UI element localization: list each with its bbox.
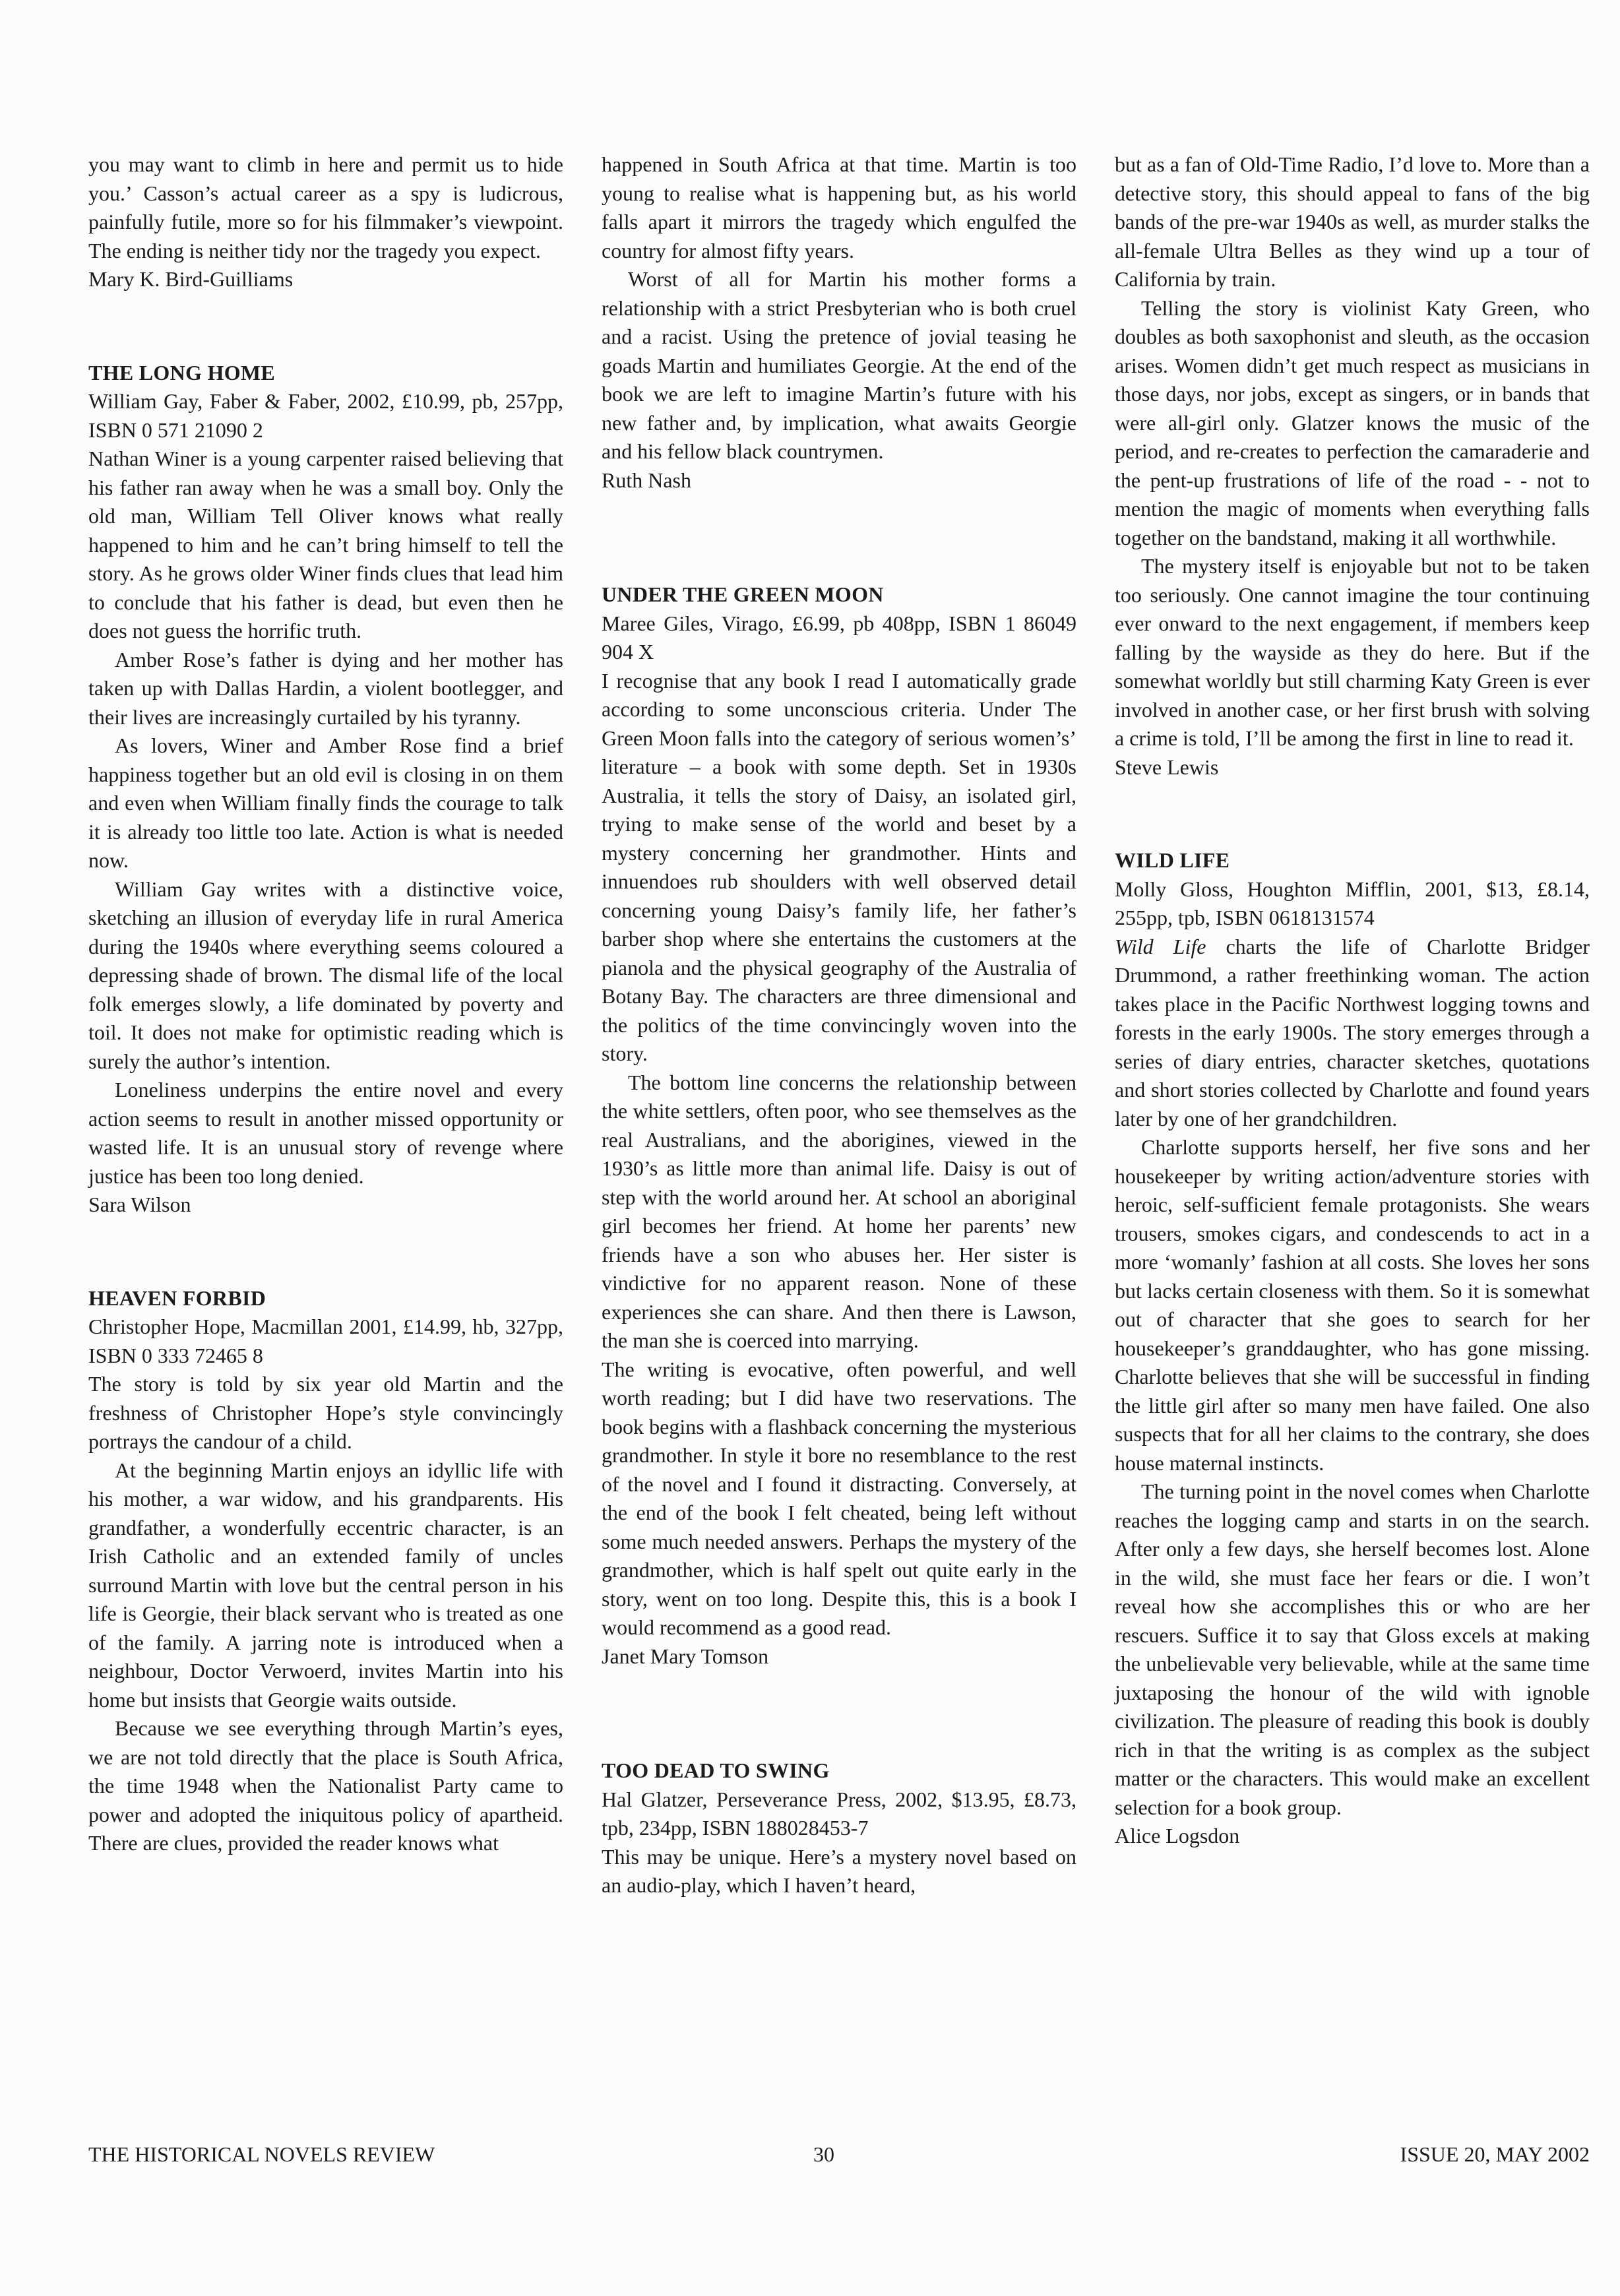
review-paragraph: This may be unique. Here’s a mystery novel based on an audio-play, which I haven’t heard, xyxy=(602,1844,1076,1897)
review-title-the-long-home: THE LONG HOME xyxy=(88,360,276,385)
review-paragraph: Charlotte supports herself, her five sons and her housekeeper by writing action/adventure stories with heroic, self-sufficient female protagonists. She wears trousers, smokes cigars, and condescends to act in a more ‘womanly’ fashion at all costs. She loves her sons but lacks certain closeness with them. So it is somewhat out of character that she goes to search for her housekeeper’s granddaughter, who has gone missing. Charlotte believes that she will be successful in finding the little girl after so many men have failed. One also suspects that for all her claims to the contrary, she does house maternal instincts. xyxy=(1115,1135,1590,1475)
review-continuation-text: but as a fan of Old-Time Radio, I’d love to. More than a detective story, this should appeal to fans of the big bands of the pre-war 1940s as well, as murder stalks the all-female Ultra Belles as they wind up a tour of California by train. xyxy=(1115,152,1590,291)
review-paragraph: As lovers, Winer and Amber Rose find a brief happiness together but an old evil is closing in on them and even when William finally finds the courage to talk it is already too little too late. Action is what is needed now. xyxy=(88,733,563,872)
review-paragraph: Amber Rose’s father is dying and her mother has taken up with Dallas Hardin, a violent bootlegger, and their lives are increasingly curtailed by his tyranny. xyxy=(88,647,563,729)
review-paragraph: William Gay writes with a distinctive voice, sketching an illusion of everyday life in rural America during the 1940s where everything seems coloured a depressing shade of brown. The dismal life of the local folk emerges slowly, a life dominated by poverty and toil. It does not make for optimistic reading which is surely the author’s intention. xyxy=(88,877,563,1073)
review-continuation-text: you may want to climb in here and permit us to hide you.’ Casson’s actual career as a spy is ludicrous, painfully futile, more so for his filmmaker’s viewpoint. The ending is neither tidy nor the tragedy you expect. xyxy=(88,152,563,263)
review-paragraph: Because we see everything through Martin’s eyes, we are not told directly that the place is South Africa, the time 1948 when the Nationalist Party came to power and adopted the iniquitous policy of apartheid. There are clues, provided the reader knows what xyxy=(88,1716,563,1855)
column-1 xyxy=(88,150,563,1858)
review-paragraph: The bottom line concerns the relationship between the white settlers, often poor, who see themselves as the real Australians, and the aborigines, viewed in the 1930’s as little more than animal life. Daisy is out of step with the world around her. At school an aboriginal girl becomes her friend. At home her parents’ new friends have a son who abuses her. Her sister is vindictive for no apparent reason. None of these experiences she can share. And then there is Lawson, the man she is coerced into marrying. xyxy=(602,1070,1076,1352)
book-title-italic: Wild Life xyxy=(1115,934,1206,958)
book-details: Molly Gloss, Houghton Mifflin, 2001, $13, £8.14, 255pp, tpb, ISBN 0618131574 xyxy=(1115,877,1590,929)
review-paragraph-text: charts the life of Charlotte Bridger Drummond, a rather freethinking woman. The action takes place in the Pacific Northwest logging towns and forests in the early 1900s. The story emerges through a series of diary entries, character sketches, quotations and short stories collected by Charlotte and found years later by one of her grandchildren. xyxy=(1115,934,1590,1131)
review-paragraph: The turning point in the novel comes when Charlotte reaches the logging camp and starts in on the search. After only a few days, she herself becomes lost. Alone in the wild, she must face her fears or die. I won’t reveal how she accomplishes this or who are her rescuers. Suffice it to say that Gloss excels at making the unbelievable very believable, while at the same time juxtaposing the honour of the wild with ignoble civilization. The pleasure of reading this book is doubly rich in that the writing is as complex as the subject matter or the characters. This would make an excellent selection for a book group. xyxy=(1115,1479,1590,1819)
section-gap xyxy=(1115,782,1590,846)
publication-name: THE HISTORICAL NOVELS REVIEW xyxy=(88,2142,435,2166)
reviewer-name: Ruth Nash xyxy=(602,468,691,492)
review-paragraph: Worst of all for Martin his mother forms a relationship with a strict Presbyterian who is both cruel and a racist. Using the pretence of jovial teasing he goads Martin and humiliates Georgie. At the end of the book we are left to imagine Martin’s future with his new father and, by implication, what awaits Georgie and his fellow black countrymen. xyxy=(602,267,1076,463)
review-title-heaven-forbid: HEAVEN FORBID xyxy=(88,1286,266,1310)
review-title-wild-life: WILD LIFE xyxy=(1115,848,1230,872)
review-paragraph: Telling the story is violinist Katy Green, who doubles as both saxophonist and sleuth, as the occasion arises. Women didn’t get much respect as musicians in those days, nor jobs, except as singers, or in bands that were all-girl only. Glatzer knows the music of the period, and re-creates to perfection the camaraderie and the pent-up frustrations of life of the road - - not to mention the magic of moments when everything falls together on the bandstand, making it all worthwhile. xyxy=(1115,295,1590,549)
review-paragraph xyxy=(1115,933,1590,1134)
section-gap xyxy=(88,294,563,359)
column-2 xyxy=(602,150,1076,1900)
review-paragraph: Loneliness underpins the entire novel and every action seems to result in another missed opportunity or wasted life. It is an unusual story of revenge where justice has been too long denied. xyxy=(88,1078,563,1188)
reviewer-name: Janet Mary Tomson xyxy=(602,1644,769,1668)
issue-date: ISSUE 20, MAY 2002 xyxy=(1400,2142,1590,2166)
section-gap xyxy=(602,495,1076,580)
reviewer-name: Alice Logsdon xyxy=(1115,1824,1240,1847)
review-paragraph: The story is told by six year old Martin and the freshness of Christopher Hope’s style convincingly portrays the candour of a child. xyxy=(88,1372,563,1453)
book-details: Christopher Hope, Macmillan 2001, £14.99, hb, 327pp, ISBN 0 333 72465 8 xyxy=(88,1315,563,1367)
reviewer-name: Sara Wilson xyxy=(88,1193,191,1216)
review-continuation-text: happened in South Africa at that time. Martin is too young to realise what is happening but, as his world falls apart it mirrors the tragedy which engulfed the country for almost fifty years. xyxy=(602,152,1076,263)
review-paragraph: I recognise that any book I read I automatically grade according to some unconscious criteria. Under The Green Moon falls into the category of serious women’s’ literature – a book with some depth. Set in 1930s Australia, it tells the story of Daisy, an isolated girl, trying to make sense of the world and beset by a mystery concerning her grandmother. Hints and innuendoes rub shoulders with well observed detail concerning young Daisy’s family life, her father’s barber shop where she entertains the customers at the pianola and the physical geography of the Australia of Botany Bay. The characters are three dimensional and the politics of the time convincingly woven into the story. xyxy=(602,668,1076,1065)
reviewer-name: Steve Lewis xyxy=(1115,755,1219,779)
book-details: Hal Glatzer, Perseverance Press, 2002, $13.95, £8.73, tpb, 234pp, ISBN 188028453-7 xyxy=(602,1787,1076,1840)
review-title-too-dead-to-swing: TOO DEAD TO SWING xyxy=(602,1758,830,1782)
review-paragraph: At the beginning Martin enjoys an idyllic life with his mother, a war widow, and his grandparents. His grandfather, a wonderfully eccentric character, is an Irish Catholic and an extended family of uncles surround Martin with love but the central person in his life is Georgie, their black servant who is treated as one of the family. A jarring note is introduced when a neighbour, Doctor Verwoerd, invites Martin into his home but insists that Georgie waits outside. xyxy=(88,1458,563,1712)
section-gap xyxy=(88,1220,563,1284)
reviewer-name: Mary K. Bird-Guilliams xyxy=(88,267,294,291)
review-paragraph: The mystery itself is enjoyable but not to be taken too seriously. One cannot imagine the tour continuing ever onward to the next engagement, if members keep falling by the wayside as they do here. But if the somewhat worldly but still charming Katy Green is ever involved in another case, or her first brush with solving a crime is told, I’ll be among the first in line to read it. xyxy=(1115,554,1590,750)
review-title-under-the-green-moon: UNDER THE GREEN MOON xyxy=(602,582,884,606)
section-gap xyxy=(602,1671,1076,1756)
book-details: William Gay, Faber & Faber, 2002, £10.99, pb, 257pp, ISBN 0 571 21090 2 xyxy=(88,389,563,442)
review-paragraph: The writing is evocative, often powerful, and well worth reading; but I did have two reservations. The book begins with a flashback concerning the mysterious grandmother. In style it bore no resemblance to the rest of the novel and I found it distracting. Conversely, at the end of the book I felt cheated, being left without some much needed answers. Perhaps the mystery of the grandmother, which is half spelt out quite early in the story, went on too long. Despite this, this is a book I would recommend as a good read. xyxy=(602,1357,1076,1639)
review-paragraph: Nathan Winer is a young carpenter raised believing that his father ran away when he was a small boy. Only the old man, William Tell Oliver knows what really happened to him and he can’t bring himself to tell the story. As he grows older Winer finds clues that lead him to conclude that his father is dead, but even then he does not guess the horrific truth. xyxy=(88,447,563,642)
column-3 xyxy=(1115,150,1590,1851)
book-details: Maree Giles, Virago, £6.99, pb 408pp, ISBN 1 86049 904 X xyxy=(602,611,1076,664)
page-number: 30 xyxy=(813,2142,834,2166)
page-footer xyxy=(88,2140,1590,2169)
